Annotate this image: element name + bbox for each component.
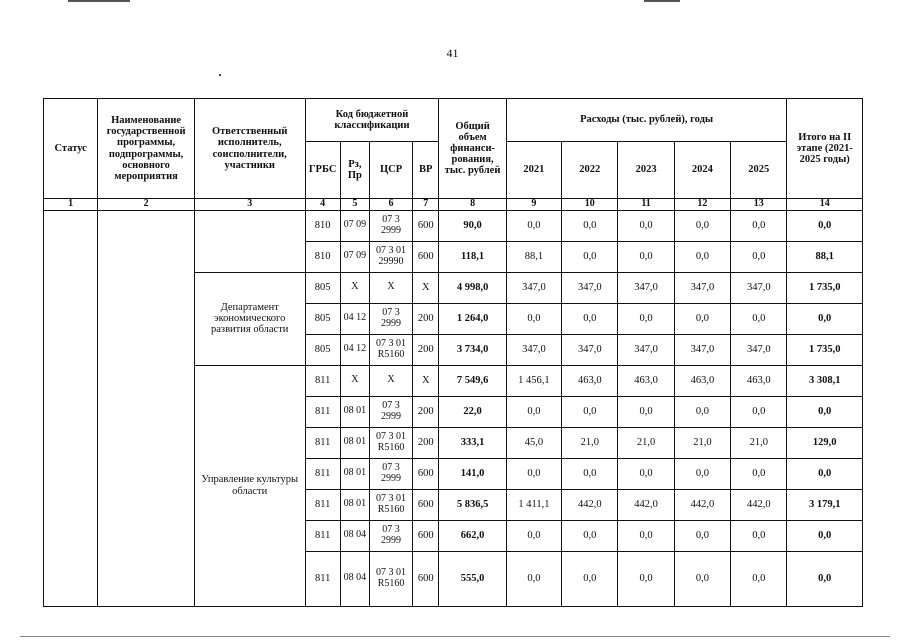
total-cell: 4 998,0 <box>439 272 506 303</box>
stage-total-cell: 1 735,0 <box>787 334 863 365</box>
header-csr: ЦСР <box>369 142 412 199</box>
csr-cell: 07 3 2999 <box>369 458 412 489</box>
column-number: 3 <box>194 199 305 211</box>
year-2023-cell: 0,0 <box>618 210 674 241</box>
column-number: 14 <box>787 199 863 211</box>
grbs-cell: 811 <box>305 458 340 489</box>
grbs-cell: 810 <box>305 241 340 272</box>
year-2024-cell: 347,0 <box>674 272 730 303</box>
vr-cell: 200 <box>413 334 439 365</box>
grbs-cell: 811 <box>305 427 340 458</box>
vr-cell: 200 <box>413 303 439 334</box>
total-cell: 3 734,0 <box>439 334 506 365</box>
total-cell: 22,0 <box>439 396 506 427</box>
year-2024-cell: 0,0 <box>674 551 730 606</box>
year-2025-cell: 0,0 <box>731 210 787 241</box>
header-vr: ВР <box>413 142 439 199</box>
rz-pr-cell: 04 12 <box>340 303 369 334</box>
scan-artifact-bottom <box>20 636 890 637</box>
year-2025-cell: 21,0 <box>731 427 787 458</box>
year-2021-cell: 88,1 <box>506 241 561 272</box>
year-2024-cell: 0,0 <box>674 210 730 241</box>
total-cell: 333,1 <box>439 427 506 458</box>
header-program-name: Наименование государственной программы, подпрограммы, основного мероприятия <box>98 99 195 199</box>
year-2021-cell: 45,0 <box>506 427 561 458</box>
year-2023-cell: 0,0 <box>618 458 674 489</box>
year-2023-cell: 0,0 <box>618 551 674 606</box>
stage-total-cell: 0,0 <box>787 458 863 489</box>
total-cell: 1 264,0 <box>439 303 506 334</box>
year-2021-cell: 0,0 <box>506 303 561 334</box>
stage-total-cell: 0,0 <box>787 396 863 427</box>
year-2023-cell: 347,0 <box>618 334 674 365</box>
year-2022-cell: 0,0 <box>562 210 618 241</box>
grbs-cell: 810 <box>305 210 340 241</box>
year-2023-cell: 21,0 <box>618 427 674 458</box>
rz-pr-cell: 04 12 <box>340 334 369 365</box>
csr-cell: 07 3 2999 <box>369 520 412 551</box>
year-2021-cell: 0,0 <box>506 210 561 241</box>
year-2025-cell: 0,0 <box>731 303 787 334</box>
year-2022-cell: 463,0 <box>562 365 618 396</box>
year-2025-cell: 0,0 <box>731 396 787 427</box>
header-year-2022: 2022 <box>562 142 618 199</box>
header-stage-total: Итого на II этапе (2021-2025 годы) <box>787 99 863 199</box>
csr-cell: X <box>369 272 412 303</box>
table-row <box>44 210 863 241</box>
page-number: 41 <box>446 46 459 60</box>
csr-cell: 07 3 2999 <box>369 303 412 334</box>
year-2024-cell: 0,0 <box>674 458 730 489</box>
year-2023-cell: 442,0 <box>618 489 674 520</box>
responsible-cell <box>194 210 305 272</box>
year-2022-cell: 0,0 <box>562 458 618 489</box>
grbs-cell: 811 <box>305 396 340 427</box>
year-2024-cell: 21,0 <box>674 427 730 458</box>
stage-total-cell: 0,0 <box>787 303 863 334</box>
stage-total-cell: 0,0 <box>787 210 863 241</box>
column-number: 10 <box>562 199 618 211</box>
column-number-row <box>44 199 863 211</box>
vr-cell: 600 <box>413 520 439 551</box>
program-name-cell <box>98 210 195 606</box>
year-2022-cell: 0,0 <box>562 241 618 272</box>
year-2024-cell: 0,0 <box>674 520 730 551</box>
csr-cell: 07 3 01 29990 <box>369 241 412 272</box>
responsible-cell: Управление культуры области <box>194 365 305 606</box>
header-year-2025: 2025 <box>731 142 787 199</box>
year-2023-cell: 347,0 <box>618 272 674 303</box>
year-2025-cell: 0,0 <box>731 551 787 606</box>
column-number: 11 <box>618 199 674 211</box>
csr-cell: 07 3 01 R5160 <box>369 551 412 606</box>
rz-pr-cell: 07 09 <box>340 210 369 241</box>
year-2024-cell: 0,0 <box>674 241 730 272</box>
vr-cell: 600 <box>413 489 439 520</box>
stage-total-cell: 129,0 <box>787 427 863 458</box>
total-cell: 555,0 <box>439 551 506 606</box>
year-2025-cell: 442,0 <box>731 489 787 520</box>
year-2021-cell: 0,0 <box>506 458 561 489</box>
column-number: 7 <box>413 199 439 211</box>
stage-total-cell: 3 179,1 <box>787 489 863 520</box>
year-2023-cell: 0,0 <box>618 396 674 427</box>
year-2023-cell: 0,0 <box>618 520 674 551</box>
rz-pr-cell: 08 01 <box>340 396 369 427</box>
grbs-cell: 805 <box>305 303 340 334</box>
column-number: 5 <box>340 199 369 211</box>
grbs-cell: 811 <box>305 489 340 520</box>
year-2025-cell: 0,0 <box>731 520 787 551</box>
grbs-cell: 805 <box>305 334 340 365</box>
year-2021-cell: 347,0 <box>506 272 561 303</box>
year-2024-cell: 0,0 <box>674 303 730 334</box>
year-2025-cell: 347,0 <box>731 272 787 303</box>
column-number: 12 <box>674 199 730 211</box>
header-rz-pr: Рз, Пр <box>340 142 369 199</box>
csr-cell: 07 3 01 R5160 <box>369 334 412 365</box>
year-2024-cell: 442,0 <box>674 489 730 520</box>
vr-cell: 200 <box>413 396 439 427</box>
budget-table <box>43 98 863 607</box>
column-number: 4 <box>305 199 340 211</box>
grbs-cell: 805 <box>305 272 340 303</box>
header-grbs: ГРБС <box>305 142 340 199</box>
responsible-cell: Департамент экономического развития области <box>194 272 305 365</box>
header-responsible: Ответственный исполнитель, соисполнители, участники <box>194 99 305 199</box>
column-number: 9 <box>506 199 561 211</box>
column-number: 1 <box>44 199 98 211</box>
grbs-cell: 811 <box>305 365 340 396</box>
stage-total-cell: 3 308,1 <box>787 365 863 396</box>
year-2023-cell: 0,0 <box>618 303 674 334</box>
rz-pr-cell: X <box>340 272 369 303</box>
csr-cell: 07 3 2999 <box>369 396 412 427</box>
header-row-1 <box>44 99 863 142</box>
rz-pr-cell: 08 04 <box>340 551 369 606</box>
year-2021-cell: 0,0 <box>506 396 561 427</box>
year-2023-cell: 0,0 <box>618 241 674 272</box>
header-budget-code: Код бюджетной классификации <box>305 99 439 142</box>
column-number: 2 <box>98 199 195 211</box>
scan-speck <box>219 74 221 76</box>
total-cell: 5 836,5 <box>439 489 506 520</box>
header-year-2021: 2021 <box>506 142 561 199</box>
csr-cell: 07 3 2999 <box>369 210 412 241</box>
year-2024-cell: 463,0 <box>674 365 730 396</box>
year-2022-cell: 347,0 <box>562 272 618 303</box>
stage-total-cell: 0,0 <box>787 551 863 606</box>
year-2024-cell: 0,0 <box>674 396 730 427</box>
vr-cell: 600 <box>413 241 439 272</box>
vr-cell: 200 <box>413 427 439 458</box>
scan-artifact-top-right <box>644 0 680 2</box>
scan-artifact-top-left <box>68 0 130 2</box>
column-number: 8 <box>439 199 506 211</box>
csr-cell: 07 3 01 R5160 <box>369 489 412 520</box>
vr-cell: 600 <box>413 210 439 241</box>
year-2022-cell: 0,0 <box>562 396 618 427</box>
vr-cell: X <box>413 272 439 303</box>
year-2021-cell: 1 411,1 <box>506 489 561 520</box>
year-2022-cell: 0,0 <box>562 303 618 334</box>
year-2021-cell: 0,0 <box>506 520 561 551</box>
stage-total-cell: 0,0 <box>787 520 863 551</box>
year-2025-cell: 347,0 <box>731 334 787 365</box>
year-2025-cell: 463,0 <box>731 365 787 396</box>
column-number: 13 <box>731 199 787 211</box>
year-2023-cell: 463,0 <box>618 365 674 396</box>
year-2025-cell: 0,0 <box>731 458 787 489</box>
status-cell <box>44 210 98 606</box>
year-2021-cell: 347,0 <box>506 334 561 365</box>
rz-pr-cell: 08 01 <box>340 489 369 520</box>
grbs-cell: 811 <box>305 551 340 606</box>
rz-pr-cell: 08 04 <box>340 520 369 551</box>
column-number: 6 <box>369 199 412 211</box>
rz-pr-cell: 08 01 <box>340 427 369 458</box>
year-2021-cell: 1 456,1 <box>506 365 561 396</box>
vr-cell: 600 <box>413 458 439 489</box>
year-2022-cell: 347,0 <box>562 334 618 365</box>
total-cell: 662,0 <box>439 520 506 551</box>
total-cell: 118,1 <box>439 241 506 272</box>
year-2021-cell: 0,0 <box>506 551 561 606</box>
year-2022-cell: 0,0 <box>562 520 618 551</box>
year-2022-cell: 442,0 <box>562 489 618 520</box>
header-expenses: Расходы (тыс. рублей), годы <box>506 99 787 142</box>
header-year-2023: 2023 <box>618 142 674 199</box>
grbs-cell: 811 <box>305 520 340 551</box>
year-2022-cell: 0,0 <box>562 551 618 606</box>
total-cell: 90,0 <box>439 210 506 241</box>
rz-pr-cell: 08 01 <box>340 458 369 489</box>
csr-cell: 07 3 01 R5160 <box>369 427 412 458</box>
vr-cell: X <box>413 365 439 396</box>
vr-cell: 600 <box>413 551 439 606</box>
header-status: Статус <box>44 99 98 199</box>
year-2024-cell: 347,0 <box>674 334 730 365</box>
year-2022-cell: 21,0 <box>562 427 618 458</box>
header-total-volume: Общий объем финанси-рования, тыс. рублей <box>439 99 506 199</box>
total-cell: 141,0 <box>439 458 506 489</box>
header-year-2024: 2024 <box>674 142 730 199</box>
stage-total-cell: 1 735,0 <box>787 272 863 303</box>
csr-cell: X <box>369 365 412 396</box>
total-cell: 7 549,6 <box>439 365 506 396</box>
rz-pr-cell: 07 09 <box>340 241 369 272</box>
year-2025-cell: 0,0 <box>731 241 787 272</box>
rz-pr-cell: X <box>340 365 369 396</box>
stage-total-cell: 88,1 <box>787 241 863 272</box>
